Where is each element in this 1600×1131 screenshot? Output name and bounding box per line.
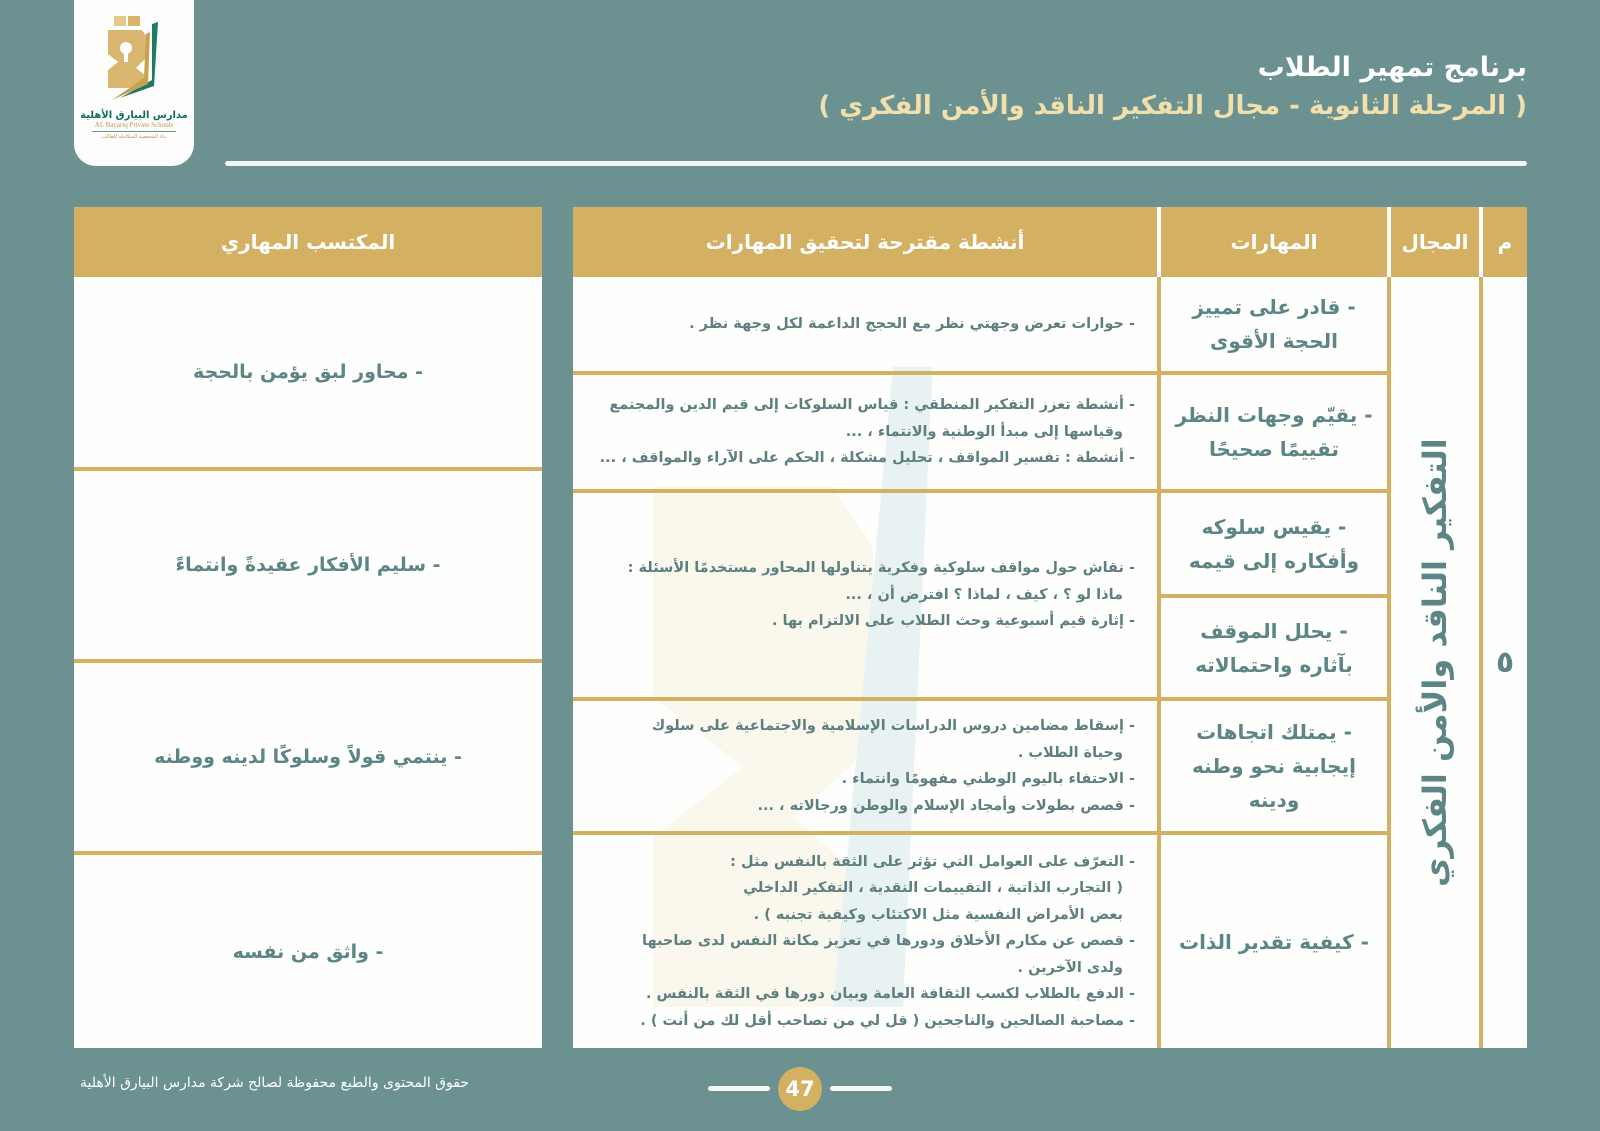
activity-line: - نقاش حول مواقف سلوكية وفكرية يتناولها المحاور مستخدمًا الأسئلة :: [627, 560, 1135, 577]
acquired-cell: - سليم الأفكار عقيدةً وانتماءً: [175, 554, 441, 576]
activity-line: ولدى الآخرين .: [1017, 959, 1123, 976]
page-subtitle: ( المرحلة الثانوية - مجال التفكير الناقد والأمن الفكري ): [818, 91, 1527, 121]
logo-divider: [92, 131, 176, 132]
activity-line: وحياة الطلاب .: [1017, 744, 1123, 761]
header-divider: [225, 161, 1527, 166]
logo-tagline: بناء الشخصية المتكاملة للطالب: [101, 134, 167, 140]
acquired-cell: - واثق من نفسه: [232, 940, 384, 963]
activity-line: - الاحتفاء باليوم الوطني مفهومًا وانتماء .: [841, 771, 1135, 787]
activity-line: - إثارة قيم أسبوعية وحث الطلاب على الالتزام بها .: [771, 613, 1135, 630]
activity-line: بعض الأمراض النفسية مثل الاكتئاب وكيفية تجنبه ) .: [753, 906, 1123, 923]
skills-activities-table: [573, 207, 1527, 1048]
acquired-cell: - ينتمي قولاً وسلوكًا لدينه ووطنه: [154, 746, 462, 768]
page-title: برنامج تمهير الطلاب: [1257, 52, 1527, 83]
column-header-activities: أنشطة مقترحة لتحقيق المهارات: [573, 207, 1157, 277]
column-header-index: م: [1483, 207, 1527, 277]
activity-line: وقياسها إلى مبدأ الوطنية والانتماء ، ...: [845, 423, 1123, 440]
logo-emblem-icon: [96, 14, 172, 106]
column-header-domain: المجال: [1391, 207, 1479, 277]
activity-line: - قصص عن مكارم الأخلاق ودورها في تعزيز مكانة النفس لدى صاحبها: [642, 933, 1135, 950]
skill-cell: - يحلل الموقف بآثاره واحتمالاته: [1195, 618, 1353, 677]
activity-line: - إسقاط مضامين دروس الدراسات الإسلامية والاجتماعية على سلوك: [651, 718, 1135, 734]
activities-cell: [573, 277, 1157, 371]
activities-cell: [573, 701, 1157, 831]
page-number-dash-left: [708, 1086, 770, 1091]
activities-cell: [573, 493, 1157, 697]
column-header-skills: المهارات: [1161, 207, 1387, 277]
page-number-dash-right: [830, 1086, 892, 1091]
row-index: ٥: [1495, 645, 1515, 680]
column-header-acquired: المكتسب المهاري: [74, 207, 542, 277]
skill-cell: - يقيس سلوكه وأفكاره إلى قيمه: [1188, 514, 1360, 573]
skill-cell: - كيفية تقدير الذات: [1179, 929, 1369, 954]
page-number: 47: [778, 1067, 822, 1111]
skill-cell: - يمتلك اتجاهات إيجابية نحو وطنه ودينه: [1191, 720, 1357, 812]
activity-line: - الدفع بالطلاب لكسب الثقافة العامة وبيان دورها في الثقة بالنفس .: [646, 986, 1135, 1003]
skill-cell: - قادر على تمييز الحجة الأقوى: [1192, 295, 1356, 353]
domain-label: التفكير الناقد والأمن الفكري: [1416, 438, 1454, 887]
school-logo: [74, 0, 194, 166]
header-divider: [1387, 207, 1391, 277]
activities-cell: [573, 835, 1157, 1048]
activity-line: - أنشطة تعزز التفكير المنطقي : قياس السلوكات إلى قيم الدين والمجتمع: [609, 397, 1135, 414]
header-divider: [1479, 207, 1483, 277]
activity-line: - قصص بطولات وأمجاد الإسلام والوطن ورجالاته ، ...: [757, 797, 1135, 814]
activity-line: - التعرّف على العوامل التي تؤثر على الثقة بالنفس مثل :: [730, 853, 1135, 870]
acquired-skills-table: [74, 207, 542, 1048]
activities-cell: [573, 375, 1157, 489]
activity-line: - مصاحبة الصالحين والناجحين ( قل لي من تصاحب أقل لك من أنت ) .: [640, 1012, 1135, 1029]
header-divider: [1157, 207, 1161, 277]
activity-line: ( التجارب الذاتية ، التقييمات النقدية ، التفكير الداخلي: [743, 880, 1123, 897]
skill-cell: - يقيّم وجهات النظر تقييمًا صحيحًا: [1175, 403, 1373, 461]
copyright-notice: حقوق المحتوى والطبع محفوظة لصالح شركة مدارس البيارق الأهلية: [80, 1075, 470, 1091]
acquired-cell: - محاور لبق يؤمن بالحجة: [193, 361, 423, 383]
logo-name-ar: مدارس البيارق الأهلية: [80, 110, 188, 121]
logo-name-en: AL Bayariq Private Schools: [94, 121, 174, 129]
activity-line: - حوارات تعرض وجهتي نظر مع الحجج الداعمة لكل وجهة نظر .: [689, 315, 1135, 332]
page-header: [818, 50, 1527, 126]
activity-line: ماذا لو ؟ ، كيف ، لماذا ؟ افترض أن ، ...: [845, 586, 1123, 603]
activity-line: - أنشطة : تفسير المواقف ، تحليل مشكلة ، الحكم على الآراء والمواقف ، ...: [599, 450, 1135, 467]
